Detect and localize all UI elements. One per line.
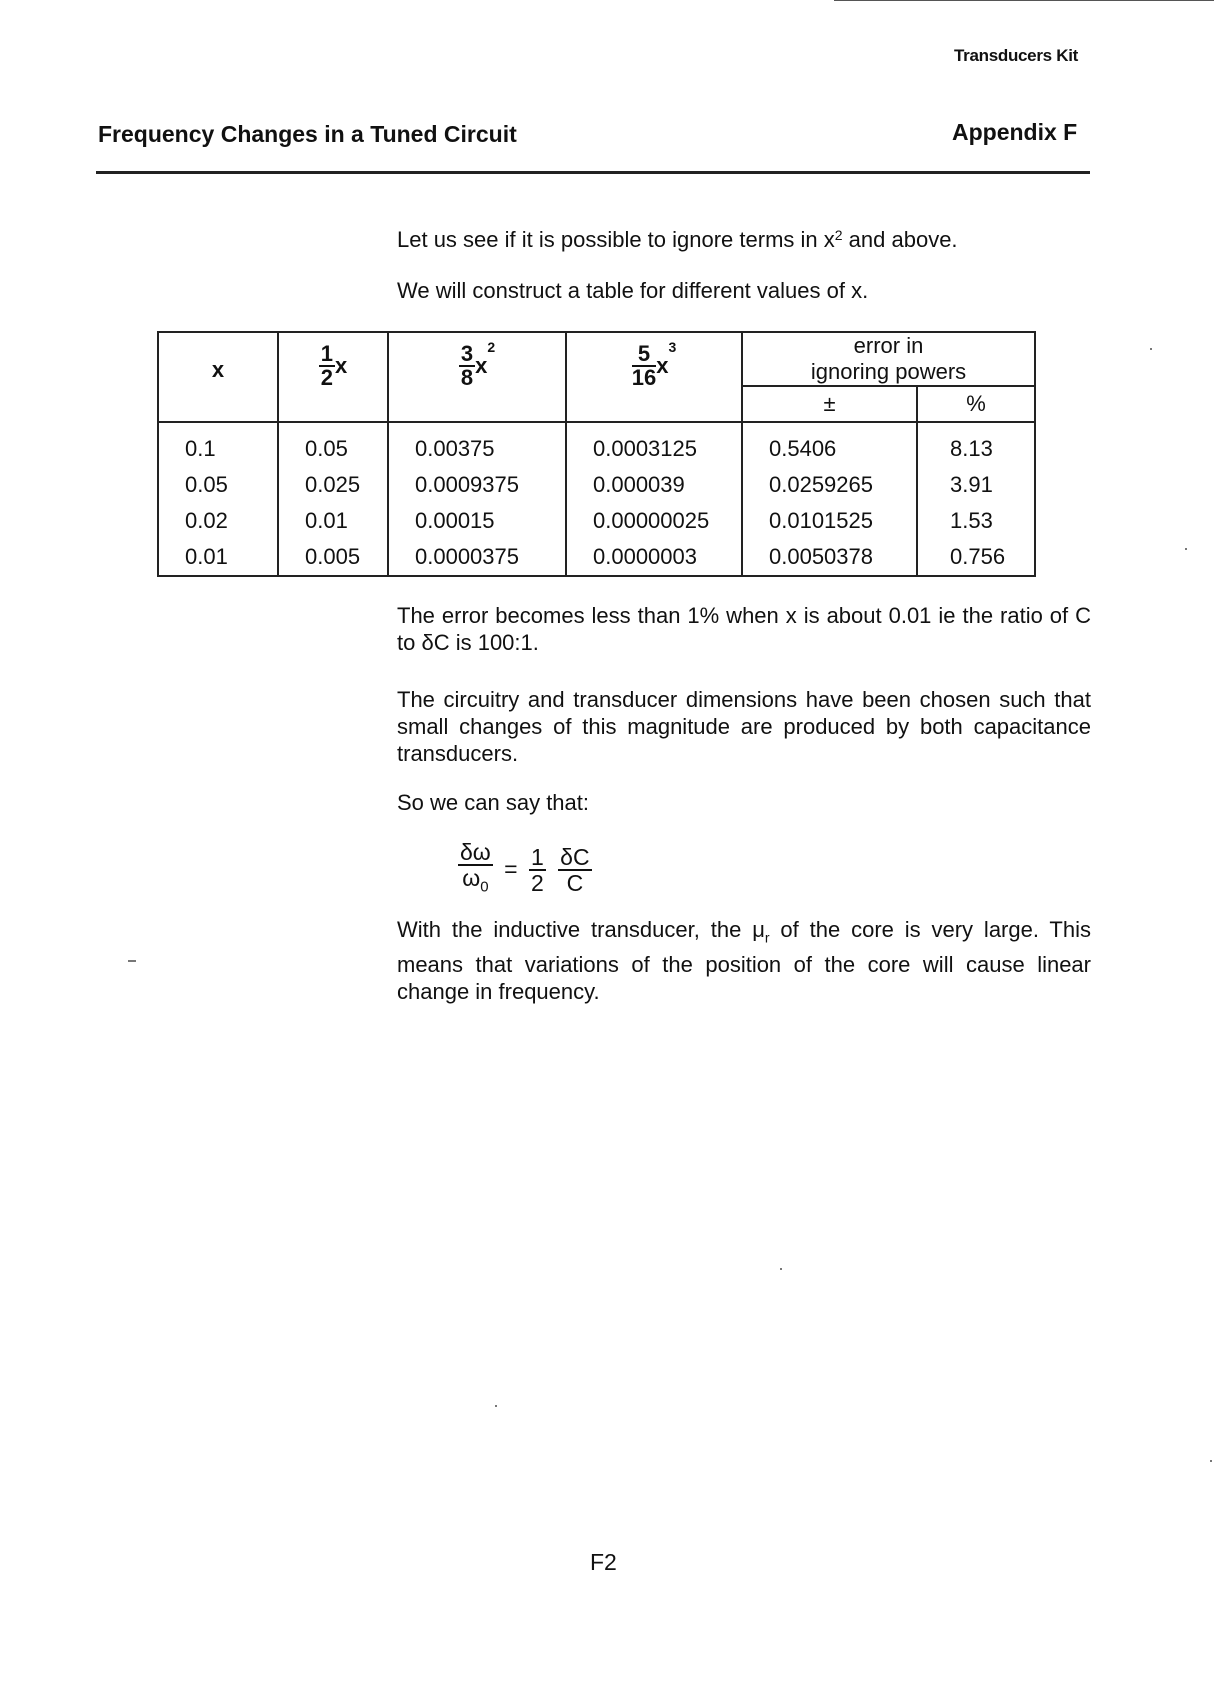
formula-half: $\frac{1}{2}$ [530, 843, 544, 896]
table-cell: 3.91 [917, 467, 1035, 503]
table-cell: 0.0000003 [566, 539, 742, 576]
table-cell: 0.0003125 [566, 422, 742, 467]
table-cell: 0.5406 [742, 422, 917, 467]
intro-line-1: Let us see if it is possible to ignore terms in $x^2$ and above. [397, 227, 958, 252]
scan-speck [1185, 548, 1187, 550]
header-rule [96, 171, 1090, 174]
section-title: Frequency Changes in a Tuned Circuit [98, 121, 517, 147]
table-cell: 0.0050378 [742, 539, 917, 576]
table-cell: 0.00015 [388, 503, 566, 539]
col-header-five-sixteenths-x3: $\frac{5}{16}$ $x^3$ [566, 332, 742, 422]
paragraph-error: The error becomes less than 1% when x is about 0.01 ie the ratio of C to δC is 100:1. [397, 603, 1091, 655]
table-cell: 0.025 [278, 467, 388, 503]
intro-line-2: We will construct a table for different values of x. [397, 278, 869, 303]
table-cell: 0.000039 [566, 467, 742, 503]
paragraph-inductive: With the inductive transducer, the $\mu_r$ of the core is very large. This means that variations of the position of the core will cause linear change in frequency. [397, 917, 1091, 1005]
col-header-plus-minus: ± [742, 386, 917, 422]
scan-speck [1150, 348, 1152, 350]
formula-equals: = [504, 856, 518, 883]
expansion-table [157, 331, 1036, 577]
table-cell: 0.02 [158, 503, 278, 539]
kit-title: Transducers Kit [954, 46, 1078, 65]
col-header-x: x [158, 332, 278, 422]
table-cell: 0.01 [158, 539, 278, 576]
top-rule [834, 0, 1214, 1]
table-cell: 1.53 [917, 503, 1035, 539]
paragraph-so-we-can-say: So we can say that: [397, 790, 589, 815]
page-number: F2 [590, 1549, 617, 1575]
col-header-three-eighths-x2: $\frac{3}{8}$ $x^2$ [388, 332, 566, 422]
scan-speck [1210, 1460, 1212, 1462]
frequency-formula [458, 840, 592, 900]
table-cell: 0.00375 [388, 422, 566, 467]
table-cell: 0.756 [917, 539, 1035, 576]
table-cell: 0.0009375 [388, 467, 566, 503]
table-row [158, 467, 1035, 503]
col-header-half-x: $\frac{1}{2}$ x [278, 332, 388, 422]
table-cell: 0.0259265 [742, 467, 917, 503]
appendix-label: Appendix F [952, 119, 1078, 145]
paragraph-circuitry: The circuitry and transducer dimensions have been chosen such that small changes of this magnitude are produced by both capacitance transducers. [397, 687, 1091, 766]
formula-rhs: $\frac{\delta C}{C}$ [560, 843, 590, 896]
table-cell: 0.0101525 [742, 503, 917, 539]
col-header-percent: % [917, 386, 1035, 422]
table-cell: 0.05 [158, 467, 278, 503]
scan-speck [495, 1405, 497, 1407]
table-row [158, 539, 1035, 576]
scan-speck [780, 1268, 782, 1270]
scan-speck [128, 960, 136, 962]
col-header-error: error in ignoring powers [742, 332, 1035, 386]
table-cell: 0.00000025 [566, 503, 742, 539]
table-cell: 8.13 [917, 422, 1035, 467]
table-cell: 0.005 [278, 539, 388, 576]
table-cell: 0.1 [158, 422, 278, 467]
table-row [158, 422, 1035, 467]
table-row [158, 503, 1035, 539]
formula-lhs: $\frac{\delta\omega}{\omega_0}$ [460, 839, 491, 896]
table-cell: 0.05 [278, 422, 388, 467]
table-cell: 0.01 [278, 503, 388, 539]
table-cell: 0.0000375 [388, 539, 566, 576]
